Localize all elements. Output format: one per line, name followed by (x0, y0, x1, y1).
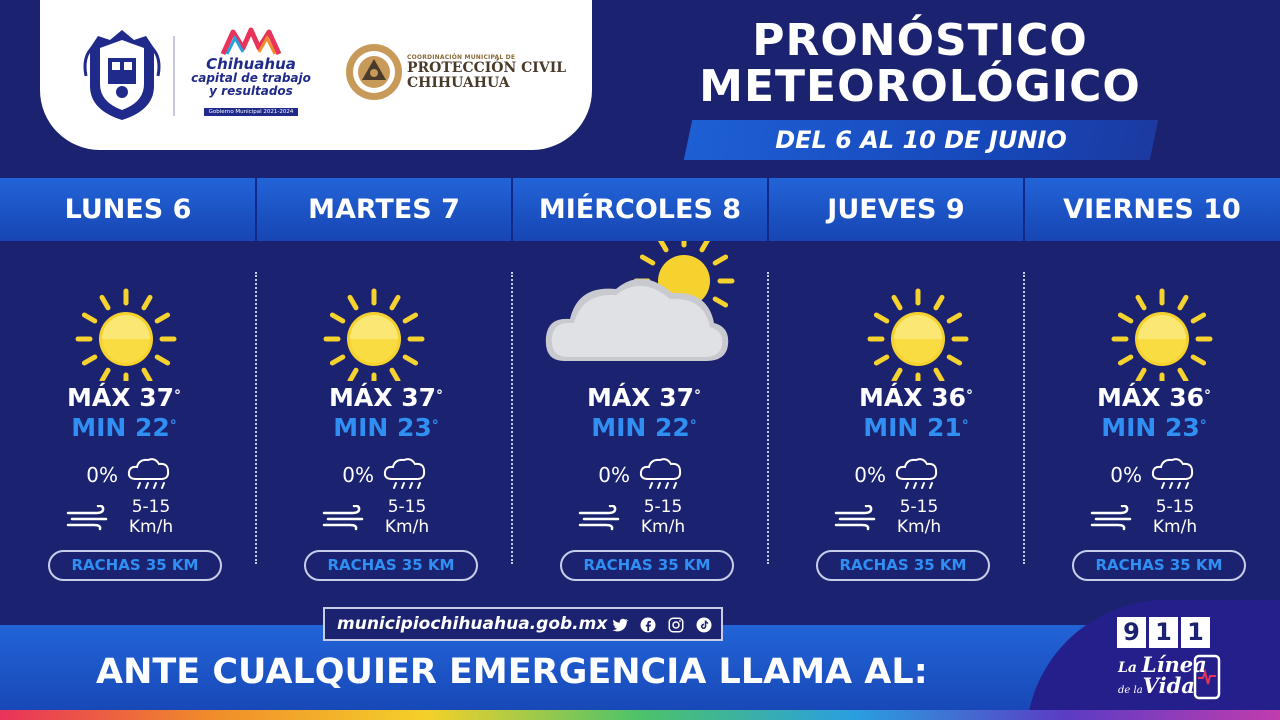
min-temp-value: MIN 23 (333, 413, 432, 442)
degree-symbol: ° (961, 418, 969, 434)
proteccion-civil-emblem-icon (344, 42, 404, 102)
max-temp-value: MÁX 36 (1097, 383, 1204, 412)
sun-icon (1024, 261, 1280, 381)
sun-icon (256, 261, 512, 381)
title-line-2: METEOROLÓGICO (699, 61, 1141, 112)
wind-unit: Km/h (896, 517, 942, 537)
degree-symbol: ° (689, 418, 697, 434)
degree-symbol: ° (966, 388, 973, 404)
min-temp (258, 413, 514, 443)
city-logo (186, 26, 316, 126)
wind-icon (578, 505, 622, 535)
max-temp (516, 383, 772, 413)
day-header-4: VIERNES 10 (1063, 194, 1241, 225)
rain-probability (512, 457, 768, 493)
min-temp (516, 413, 772, 443)
rain-percent: 0% (598, 463, 630, 487)
day-column (256, 241, 512, 611)
degree-symbol: ° (694, 388, 701, 404)
instagram-icon[interactable] (667, 616, 685, 634)
day-column (0, 241, 256, 611)
degree-symbol: ° (1204, 388, 1211, 404)
rain-cloud-icon (1150, 457, 1196, 497)
rain-cloud-icon (894, 457, 940, 497)
logo-card (40, 0, 592, 150)
sun-icon (0, 261, 256, 381)
wind-speed (116, 497, 186, 537)
max-temp-value: MÁX 37 (67, 383, 174, 412)
date-range: DEL 6 AL 10 DE JUNIO (775, 126, 1067, 154)
wind-range: 5-15 (643, 497, 683, 517)
phone-icon (1192, 654, 1222, 700)
wind-speed (1140, 497, 1210, 537)
pc-line-1: PROTECCIÓN CIVIL (407, 60, 567, 76)
gusts-badge: RACHAS 35 KM (304, 550, 478, 581)
rain-percent: 0% (342, 463, 374, 487)
max-temp (0, 383, 252, 413)
wind-range: 5-15 (131, 497, 171, 517)
gusts-badge: RACHAS 35 KM (48, 550, 222, 581)
max-temp-value: MÁX 37 (587, 383, 694, 412)
facebook-icon[interactable] (639, 616, 657, 634)
day-header-2: MIÉRCOLES 8 (538, 194, 742, 225)
min-temp-value: MIN 21 (863, 413, 962, 442)
linea-la: La (1118, 660, 1137, 676)
emergency-digit: 1 (1149, 617, 1178, 648)
city-crest-icon (82, 26, 162, 122)
wind-speed-row (512, 497, 768, 537)
wind-speed-row (1024, 497, 1280, 537)
min-temp (788, 413, 1044, 443)
max-temp (258, 383, 514, 413)
wind-icon (1090, 505, 1134, 535)
rain-cloud-icon (126, 457, 172, 497)
wind-range: 5-15 (387, 497, 427, 517)
logo-divider (173, 36, 175, 116)
city-name: Chihuahua (206, 55, 296, 73)
rain-cloud-icon (638, 457, 684, 497)
sun-icon (768, 261, 1024, 381)
wind-range: 5-15 (899, 497, 939, 517)
day-header-3: JUEVES 9 (827, 194, 965, 225)
linea-vida: Vida (1142, 673, 1195, 698)
wind-unit: Km/h (640, 517, 686, 537)
min-temp-value: MIN 23 (1101, 413, 1200, 442)
tiktok-icon[interactable] (695, 616, 713, 634)
max-temp-value: MÁX 36 (859, 383, 966, 412)
wind-range: 5-15 (1155, 497, 1195, 517)
twitter-icon[interactable] (611, 616, 629, 634)
min-temp (0, 413, 252, 443)
rain-percent: 0% (854, 463, 886, 487)
min-temp-value: MIN 22 (591, 413, 690, 442)
rainbow-stripe (0, 710, 1280, 720)
wind-icon (322, 505, 366, 535)
wind-unit: Km/h (128, 517, 174, 537)
proteccion-civil-text (407, 54, 607, 91)
rain-percent: 0% (86, 463, 118, 487)
linea-dela: de la (1118, 685, 1143, 696)
min-temp-value: MIN 22 (71, 413, 170, 442)
pc-line-2: CHIHUAHUA (407, 75, 510, 91)
wind-unit: Km/h (1152, 517, 1198, 537)
city-tagline-capital: capital (191, 71, 237, 85)
degree-symbol: ° (174, 388, 181, 404)
partly-cloudy-icon (512, 241, 768, 361)
emergency-number[interactable] (1117, 617, 1213, 648)
emergency-digit: 1 (1181, 617, 1210, 648)
rain-percent: 0% (1110, 463, 1142, 487)
wind-unit: Km/h (384, 517, 430, 537)
title-line-1: PRONÓSTICO (752, 15, 1088, 66)
rain-probability (768, 457, 1024, 493)
gusts-badge: RACHAS 35 KM (560, 550, 734, 581)
rain-probability (0, 457, 256, 493)
wind-speed (372, 497, 442, 537)
pc-small-label: COORDINACIÓN MUNICIPAL DE (407, 54, 516, 61)
city-tagline-2: y resultados (209, 84, 293, 98)
city-mark-icon (219, 26, 283, 56)
day-header-0: LUNES 6 (64, 194, 192, 225)
wind-icon (66, 505, 110, 535)
rain-cloud-icon (382, 457, 428, 497)
wind-speed-row (768, 497, 1024, 537)
website-box[interactable] (323, 607, 723, 641)
wind-icon (834, 505, 878, 535)
city-gov-label: Gobierno Municipal 2021-2024 (204, 108, 299, 116)
wind-speed (884, 497, 954, 537)
wind-speed-row (256, 497, 512, 537)
min-temp (1026, 413, 1280, 443)
city-tagline-trabajo: de trabajo (236, 71, 311, 85)
day-column (1024, 241, 1280, 611)
emergency-digit: 9 (1117, 617, 1146, 648)
max-temp-value: MÁX 37 (329, 383, 436, 412)
gusts-badge: RACHAS 35 KM (1072, 550, 1246, 581)
day-header-1: MARTES 7 (308, 194, 460, 225)
max-temp (788, 383, 1044, 413)
linea-linea: Línea (1141, 652, 1207, 677)
website-url[interactable]: municipiochihuahua.gob.mx (337, 614, 608, 634)
page-title (640, 15, 1200, 112)
degree-symbol: ° (1199, 418, 1207, 434)
wind-speed (628, 497, 698, 537)
rain-probability (1024, 457, 1280, 493)
wind-speed-row (0, 497, 256, 537)
max-temp (1026, 383, 1280, 413)
degree-symbol: ° (431, 418, 439, 434)
gusts-badge: RACHAS 35 KM (816, 550, 990, 581)
day-column (768, 241, 1024, 611)
day-column (512, 241, 768, 611)
emergency-text: ANTE CUALQUIER EMERGENCIA LLAMA AL: (96, 652, 928, 692)
rain-probability (256, 457, 512, 493)
degree-symbol: ° (436, 388, 443, 404)
degree-symbol: ° (169, 418, 177, 434)
